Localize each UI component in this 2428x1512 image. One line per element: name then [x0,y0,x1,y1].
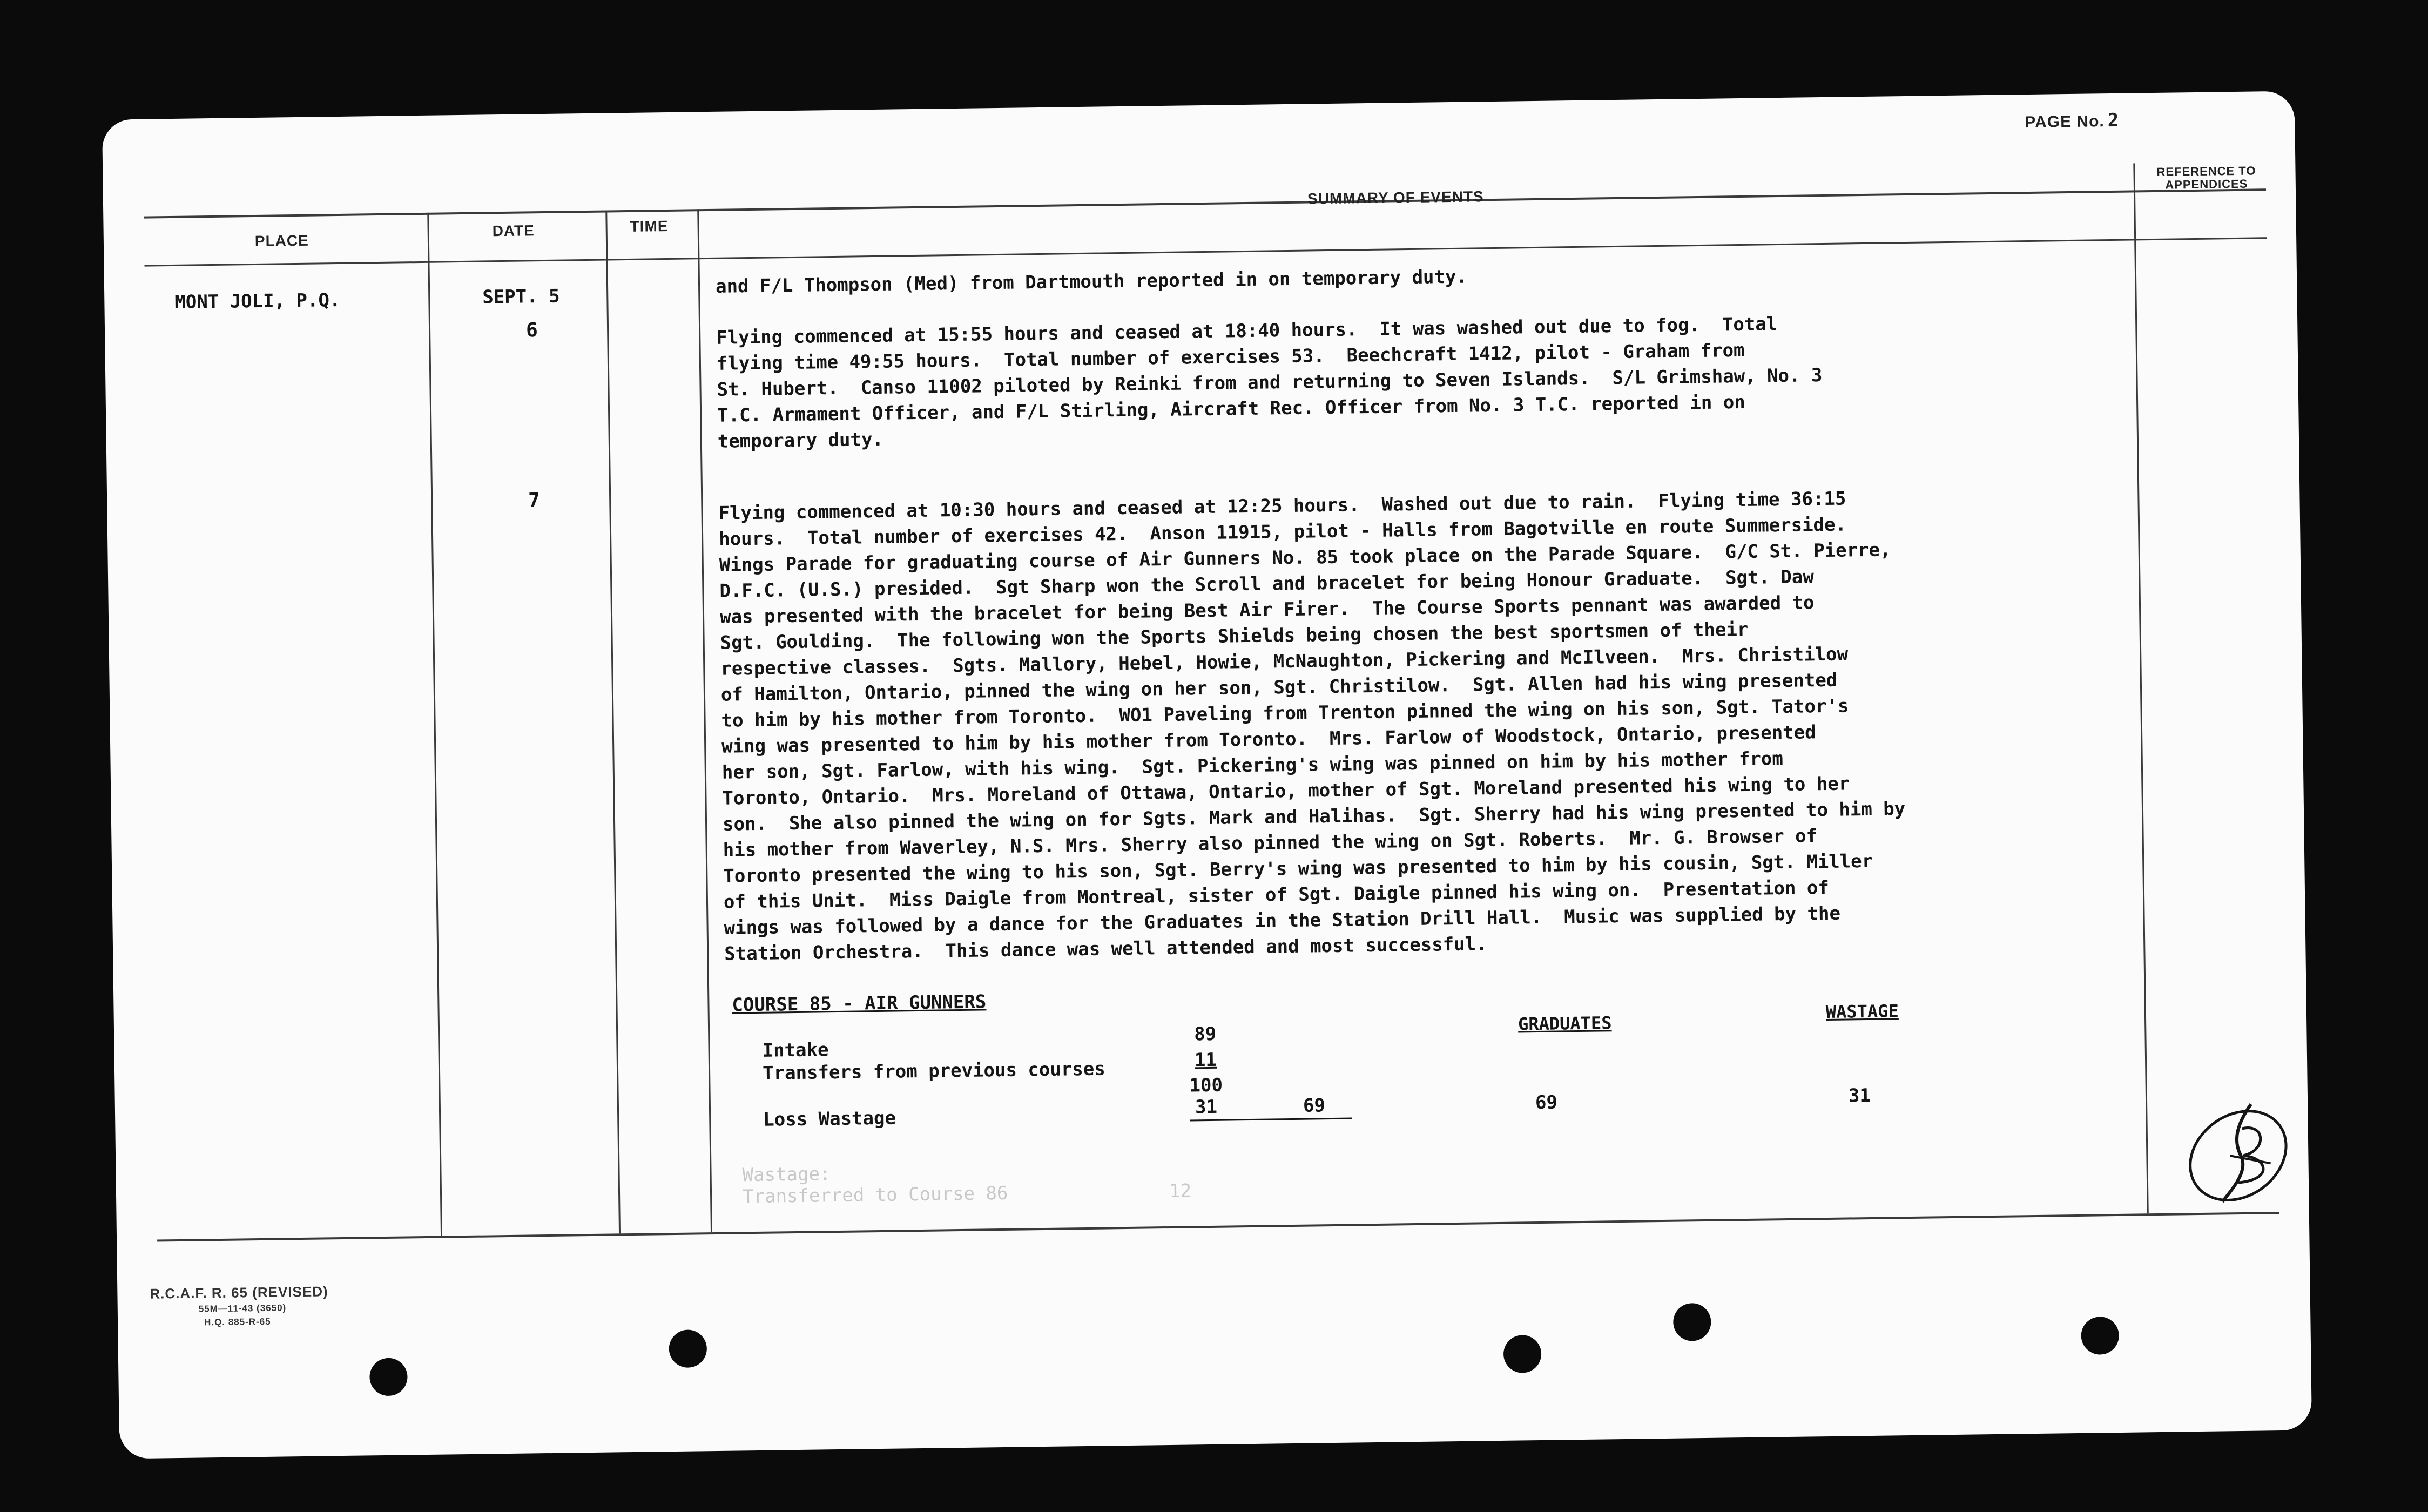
entry-date-7: 7 [528,489,541,512]
intake-label: Intake [762,1039,829,1062]
initials-signature-mark [2178,1090,2309,1216]
summary-paragraph-3: Flying commenced at 10:30 hours and ceased at 12:25 hours. Washed out due to rain. Flying time 36:15 hours. Total number of exercises 42. Anson 11915, pilot - Halls from Bagotville en route Summerside. Wings Parade for graduating course of Air Gunners No. 85 took place on the Parade Square. G/C St. Pierre, D.F.C. (U.S.) presided. Sgt Sharp won the Scroll and bracelet for being Honour Graduate. Sgt. Daw was presented with the bracelet for being Best Air Firer. The Course Sports pennant was awarded to Sgt. Goulding. The following won the Sports Shields being chosen the best sportsmen of their respective classes. Sgts. Mallory, Hebel, Howie, McNaughton, Pickering and McIlveen. Mrs. Christilow of Hamilton, Ontario, pinned the wing on her son, Sgt. Christilow. Sgt. Allen had his wing presented to him by his mother from Toronto. WO1 Paveling from Trenton pinned the wing on his son, Sgt. Tator's wing was presented to him by his mother from Toronto. Mrs. Farlow of Woodstock, Ontario, presented her son, Sgt. Farlow, with his wing. Sgt. Pickering's wing was pinned on him by his mother from Toronto, Ontario. Mrs. Moreland of Ottawa, Ontario, mother of Sgt. Moreland presented his wing to her son. She also pinned the wing on for Sgts. Mark and Halihas. Sgt. Sherry had his wing presented to him by his mother from Waverley, N.S. Mrs. Sherry also pinned the wing on Sgt. Roberts. Mr. G. Browser of Toronto presented the wing to his son, Sgt. Berry's wing was presented to him by his cousin, Sgt. Miller of this Unit. Miss Daigle from Montreal, sister of Sgt. Daigle pinned his wing on. Presentation of wings was followed by a dance for the Graduates in the Station Drill Hall. Music was supplied by the Station Orchestra. This dance was well attended and most successful. [718,488,1906,965]
col-divider-reference [2133,163,2148,1213]
summary-paragraph-2: Flying commenced at 15:55 hours and ceased at 18:40 hours. It was washed out due to fog. Total flying time 49:55 hours. Total number of exercises 53. Beechcraft 1412, pilot - Graham from St. Hubert. Canso 11002 piloted by Reinki from and returning to Seven Islands. S/L Grimshaw, No. 3 T.C. Armament Officer, and F/L Stirling, Aircraft Rec. Officer from No. 3 T.C. reported in on temporary duty. [716,313,1823,453]
erased-transfer-value: 12 [1169,1180,1192,1202]
form-hq-code: H.Q. 885-R-65 [204,1316,271,1328]
body-bottom-rule [157,1212,2279,1241]
column-heading-date: DATE [492,222,535,240]
entry-date-6: 6 [525,319,538,342]
header-top-rule [144,188,2266,218]
form-number: R.C.A.F. R. 65 (REVISED) [150,1283,328,1302]
column-heading-summary: SUMMARY OF EVENTS [1307,188,1484,207]
form-print-code: 55M—11-43 (3650) [198,1302,287,1314]
erased-transfer-line: Transferred to Course 86 [742,1182,1008,1208]
wastage-value: 31 [1848,1084,1871,1107]
col-divider-time [697,209,712,1232]
summary-paragraph-1: and F/L Thompson (Med) from Dartmouth reported in on temporary duty. [715,266,1468,298]
binder-hole-4 [1673,1303,1711,1341]
column-heading-reference: REFERENCE TO APPENDICES [2156,164,2256,192]
binder-hole-2 [669,1329,707,1368]
total-value: 100 [1189,1074,1223,1097]
binder-hole-5 [2081,1317,2119,1355]
col-divider-place [427,213,442,1236]
col-divider-date [605,210,621,1233]
entry-date-sept-5: SEPT. 5 [482,285,560,308]
entry-place: MONT JOLI, P.Q. [174,289,341,313]
intake-value: 89 [1194,1023,1217,1045]
transfers-value: 11 [1194,1049,1217,1071]
column-heading-place: PLACE [254,232,309,249]
loss-wastage-label: Loss Wastage [763,1107,896,1131]
net-value: 69 [1303,1095,1326,1117]
wastage-heading: WASTAGE [1825,1001,1899,1023]
column-heading-time: TIME [630,217,669,235]
course-heading: COURSE 85 - AIR GUNNERS [732,991,987,1016]
binder-hole-1 [369,1358,408,1396]
loss-underline [1190,1118,1352,1122]
erased-wastage-line: Wastage: [742,1163,831,1186]
binder-hole-3 [1503,1335,1542,1373]
loss-wastage-value: 31 [1195,1096,1218,1118]
diary-form-page [102,91,2312,1459]
graduates-value: 69 [1535,1091,1558,1114]
page-number-label: PAGE No. 2 [2025,109,2120,132]
transfers-label: Transfers from previous courses [762,1058,1105,1084]
graduates-heading: GRADUATES [1518,1013,1612,1035]
